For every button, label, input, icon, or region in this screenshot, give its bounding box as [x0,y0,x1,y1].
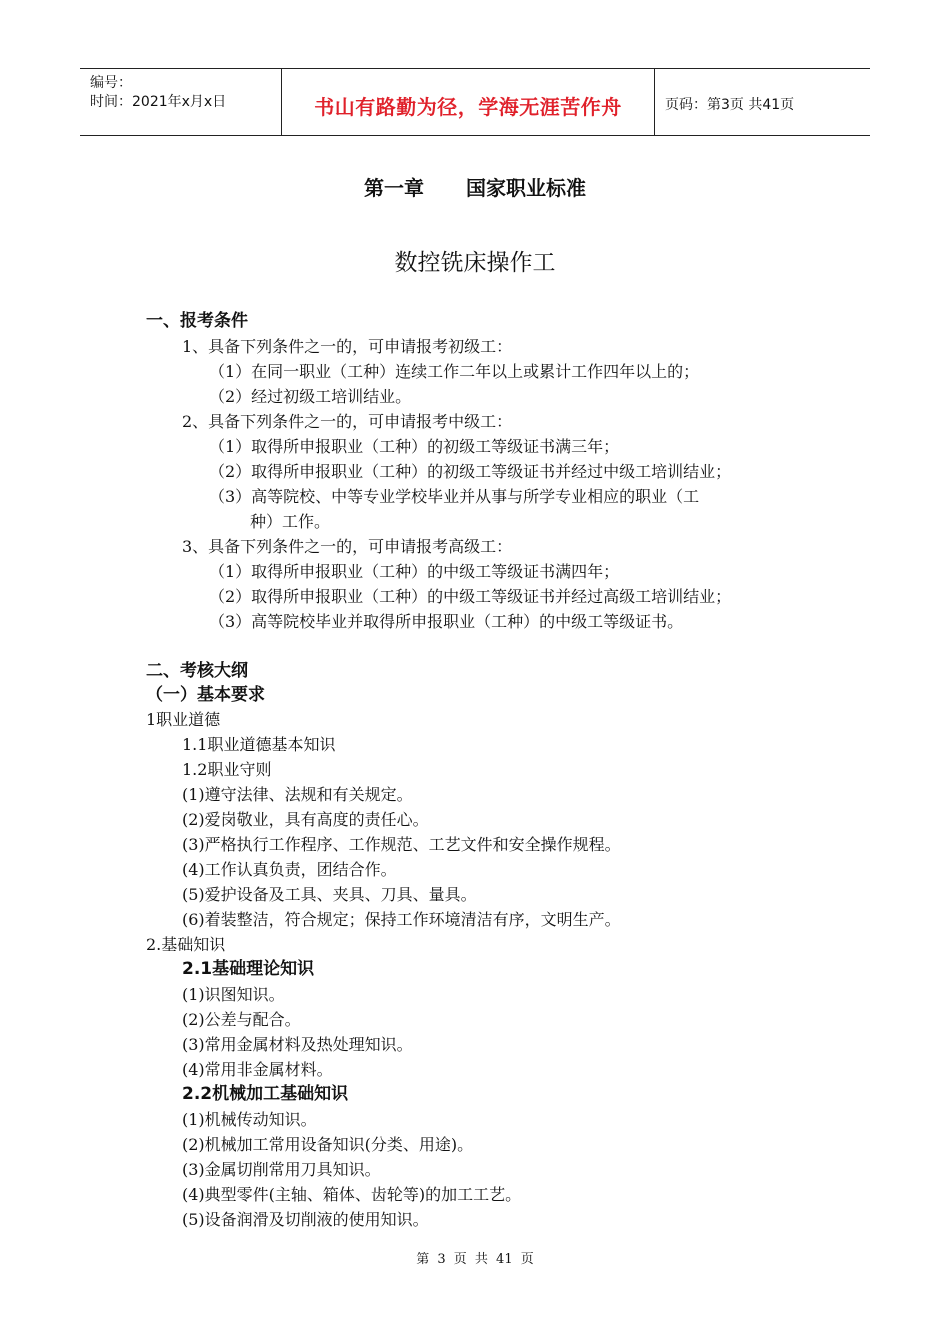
condition-subitem: （1）在同一职业（工种）连续工作二年以上或累计工作四年以上的； [209,362,700,381]
outline-subitem: (3)金属切削常用刀具知识。 [182,1160,381,1179]
condition-item: 1、具备下列条件之一的，可申请报考初级工： [182,337,513,356]
page-label: 页码：第3页 共41页 [665,97,795,113]
outline-subitem: (2)公差与配合。 [182,1010,301,1029]
condition-subitem: （2）取得所申报职业（工种）的中级工等级证书并经过高级工培训结业； [209,587,732,606]
motto-text: 书山有路勤为径，学海无涯苦作舟 [314,95,622,119]
chapter-title [0,172,950,201]
outline-subitem: (1)机械传动知识。 [182,1110,317,1129]
condition-item: 3、具备下列条件之一的，可申请报考高级工： [182,537,513,556]
section-heading: 一、报考条件 [146,311,248,331]
condition-subitem: （3）高等院校、中等专业学校毕业并从事与所学专业相应的职业（工 [209,487,700,506]
outline-subitem: (2)爱岗敬业，具有高度的责任心。 [182,810,429,829]
condition-subitem: （3）高等院校毕业并取得所申报职业（工种）的中级工等级证书。 [209,612,684,631]
outline-subitem: (1)遵守法律、法规和有关规定。 [182,785,413,804]
outline-subitem: (6)着装整洁，符合规定；保持工作环境清洁有序，文明生产。 [182,910,621,929]
number-label: 编号： [90,75,132,91]
outline-item: 1职业道德 [146,710,221,729]
outline-item: 1.2职业守则 [182,760,272,779]
outline-item: 1.1职业道德基本知识 [182,735,336,754]
header-motto-cell [282,69,655,135]
condition-subitem: （2）经过初级工培训结业。 [209,387,412,406]
outline-subitem: (4)典型零件(主轴、箱体、齿轮等)的加工工艺。 [182,1185,522,1204]
time-label: 时间：2021年x月x日 [90,94,227,110]
chapter-name: 国家职业标准 [466,176,586,200]
subsection-heading: （一）基本要求 [146,685,265,705]
condition-subitem: （2）取得所申报职业（工种）的初级工等级证书并经过中级工培训结业； [209,462,732,481]
header-page-cell [655,69,870,135]
chapter-number: 第一章 [364,176,424,200]
page-footer: 第 3 页 共 41 页 [416,1252,534,1267]
outline-subitem: (3)常用金属材料及热处理知识。 [182,1035,413,1054]
outline-heading: 2.1基础理论知识 [182,959,315,979]
outline-item: 2.基础知识 [146,935,226,954]
outline-subitem: (5)设备润滑及切削液的使用知识。 [182,1210,429,1229]
outline-subitem: (5)爱护设备及工具、夹具、刀具、量具。 [182,885,477,904]
outline-subitem: (4)工作认真负责，团结合作。 [182,860,397,879]
outline-subitem: (4)常用非金属材料。 [182,1060,333,1079]
condition-item: 2、具备下列条件之一的，可申请报考中级工： [182,412,513,431]
header-table [80,68,870,136]
condition-subitem: （1）取得所申报职业（工种）的中级工等级证书满四年； [209,562,620,581]
section-heading: 二、考核大纲 [146,661,248,681]
outline-subitem: (2)机械加工常用设备知识(分类、用途)。 [182,1135,474,1154]
condition-subitem: （1）取得所申报职业（工种）的初级工等级证书满三年； [209,437,620,456]
outline-heading: 2.2机械加工基础知识 [182,1084,349,1104]
outline-subitem: (1)识图知识。 [182,985,285,1004]
document-subtitle: 数控铣床操作工 [394,250,556,276]
header-info-cell [80,69,282,135]
condition-subitem-cont: 种）工作。 [250,512,331,531]
outline-subitem: (3)严格执行工作程序、工作规范、工艺文件和安全操作规程。 [182,835,621,854]
